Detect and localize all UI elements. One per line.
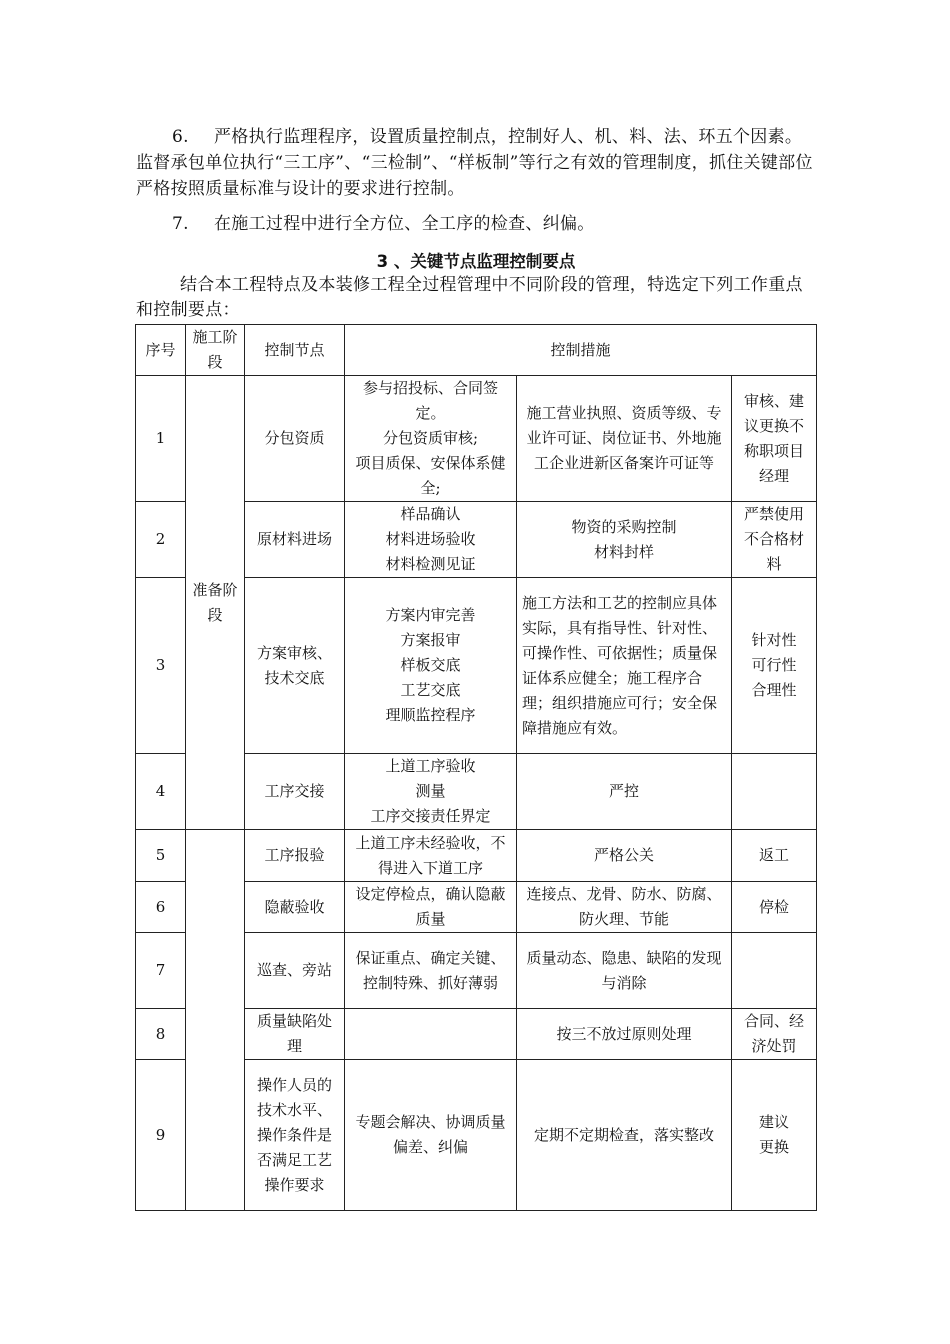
header-stage: 施工阶段 [186, 325, 245, 376]
cell-measure-3: 审核、建议更换不称职项目经理 [732, 376, 817, 502]
cell-stage-prep: 准备阶段 [186, 376, 245, 830]
cell-measure-1: 设定停检点，确认隐蔽质量 [345, 882, 517, 933]
cell-measure-1: 方案内审完善 方案报审 样板交底 工艺交底 理顺监控程序 [345, 578, 517, 754]
header-measures: 控制措施 [345, 325, 817, 376]
cell-measure-2: 定期不定期检查，落实整改 [517, 1060, 732, 1211]
section-heading: 3 、关键节点监理控制要点 [376, 252, 576, 271]
cell-measure-1: 保证重点、确定关键、控制特殊、抓好薄弱 [345, 933, 517, 1009]
cell-measure-1: 上道工序未经验收，不得进入下道工序 [345, 830, 517, 882]
cell-measure-2: 施工方法和工艺的控制应具体实际，具有指导性、针对性、可操作性、可依据性；质量保证体系应健全；施工程序合理；组织措施应可行；安全保障措施应有效。 [517, 578, 732, 754]
cell-node: 操作人员的技术水平、操作条件是否满足工艺操作要求 [245, 1060, 345, 1211]
cell-measure-1: 样品确认 材料进场验收 材料检测见证 [345, 502, 517, 578]
cell-measure-1: 专题会解决、协调质量偏差、纠偏 [345, 1060, 517, 1211]
cell-measure-3: 停检 [732, 882, 817, 933]
cell-measure-2: 严格公关 [517, 830, 732, 882]
cell-no: 8 [136, 1009, 186, 1060]
paragraph-number: 7. [172, 214, 189, 234]
cell-no: 4 [136, 754, 186, 830]
cell-measure-2: 物资的采购控制 材料封样 [517, 502, 732, 578]
intro-paragraph: 结合本工程特点及本装修工程全过程管理中不同阶段的管理，特选定下列工作重点和控制要点： [136, 275, 803, 320]
cell-node: 隐蔽验收 [245, 882, 345, 933]
cell-stage-construction [186, 830, 245, 1211]
table-header-row [136, 325, 817, 376]
cell-measure-1 [345, 1009, 517, 1060]
cell-no: 2 [136, 502, 186, 578]
cell-node: 分包资质 [245, 376, 345, 502]
paragraph-7 [136, 211, 816, 237]
cell-node: 原材料进场 [245, 502, 345, 578]
cell-measure-1: 上道工序验收 测量 工序交接责任界定 [345, 754, 517, 830]
cell-no: 7 [136, 933, 186, 1009]
table-row [136, 830, 817, 882]
table-row [136, 376, 817, 502]
cell-measure-3: 严禁使用不合格材料 [732, 502, 817, 578]
control-points-table [135, 324, 817, 1211]
cell-measure-2: 按三不放过原则处理 [517, 1009, 732, 1060]
cell-measure-3: 返工 [732, 830, 817, 882]
cell-node: 方案审核、技术交底 [245, 578, 345, 754]
cell-measure-1: 参与招投标、合同签定。 分包资质审核; 项目质保、安保体系健全; [345, 376, 517, 502]
cell-no: 1 [136, 376, 186, 502]
cell-no: 9 [136, 1060, 186, 1211]
cell-measure-3: 建议 更换 [732, 1060, 817, 1211]
cell-node: 工序交接 [245, 754, 345, 830]
cell-measure-2: 质量动态、隐患、缺陷的发现与消除 [517, 933, 732, 1009]
cell-no: 5 [136, 830, 186, 882]
cell-no: 6 [136, 882, 186, 933]
cell-node: 工序报验 [245, 830, 345, 882]
cell-measure-3: 合同、经济处罚 [732, 1009, 817, 1060]
cell-measure-2: 严控 [517, 754, 732, 830]
cell-measure-2: 连接点、龙骨、防水、防腐、防火理、节能 [517, 882, 732, 933]
cell-node: 质量缺陷处理 [245, 1009, 345, 1060]
cell-measure-3 [732, 933, 817, 1009]
paragraph-6 [136, 124, 816, 202]
paragraph-number: 6. [172, 127, 189, 147]
cell-no: 3 [136, 578, 186, 754]
cell-node: 巡查、旁站 [245, 933, 345, 1009]
paragraph-text: 严格执行监理程序，设置质量控制点，控制好人、机、料、法、环五个因素。监督承包单位执行“三工序”、“三检制”、“样板制”等行之有效的管理制度，抓住关键部位严格按照质量标准与设计的要求进行控制。 [136, 127, 813, 199]
cell-measure-2: 施工营业执照、资质等级、专业许可证、岗位证书、外地施工企业进新区备案许可证等 [517, 376, 732, 502]
header-node: 控制节点 [245, 325, 345, 376]
cell-measure-3: 针对性 可行性 合理性 [732, 578, 817, 754]
paragraph-text: 在施工过程中进行全方位、全工序的检查、纠偏。 [214, 214, 595, 234]
cell-measure-3 [732, 754, 817, 830]
header-no: 序号 [136, 325, 186, 376]
